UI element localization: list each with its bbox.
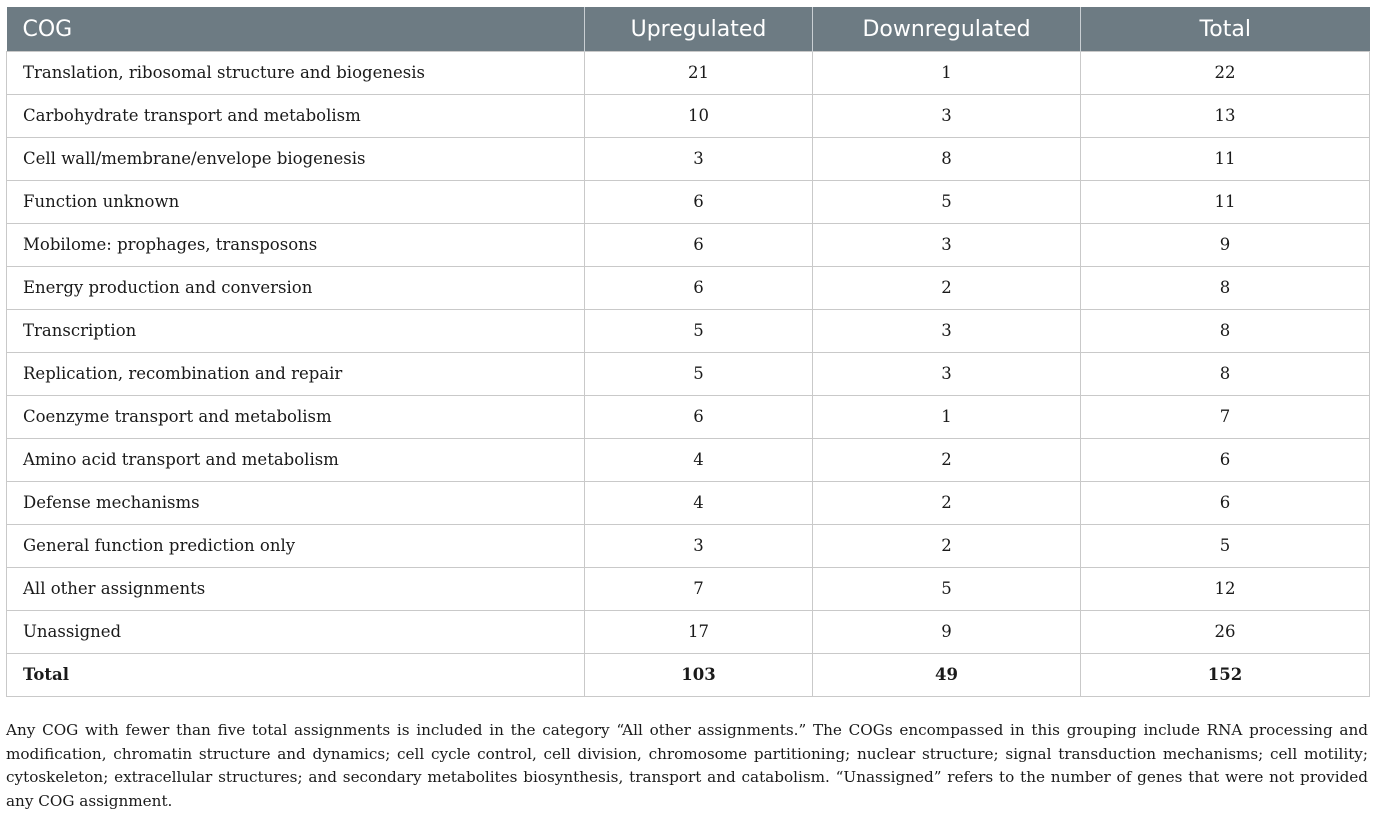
cell-upregulated: 5 bbox=[585, 310, 813, 353]
table-row bbox=[7, 396, 1370, 439]
header-cog: COG bbox=[7, 7, 585, 52]
total-upregulated: 103 bbox=[585, 654, 813, 697]
cell-total: 26 bbox=[1081, 611, 1370, 654]
cell-total: 11 bbox=[1081, 138, 1370, 181]
cell-total: 8 bbox=[1081, 353, 1370, 396]
total-downregulated: 49 bbox=[813, 654, 1081, 697]
cell-downregulated: 3 bbox=[813, 353, 1081, 396]
cell-downregulated: 3 bbox=[813, 310, 1081, 353]
cell-total: 6 bbox=[1081, 482, 1370, 525]
table-body bbox=[7, 52, 1370, 697]
cell-upregulated: 5 bbox=[585, 353, 813, 396]
cell-total: 9 bbox=[1081, 224, 1370, 267]
cell-cog: All other assignments bbox=[7, 568, 585, 611]
cell-downregulated: 3 bbox=[813, 224, 1081, 267]
cell-upregulated: 21 bbox=[585, 52, 813, 95]
cell-upregulated: 17 bbox=[585, 611, 813, 654]
table-row bbox=[7, 439, 1370, 482]
cell-cog: Carbohydrate transport and metabolism bbox=[7, 95, 585, 138]
table-row bbox=[7, 181, 1370, 224]
cell-downregulated: 1 bbox=[813, 396, 1081, 439]
cell-downregulated: 5 bbox=[813, 568, 1081, 611]
header-downregulated: Downregulated bbox=[813, 7, 1081, 52]
cell-cog: Cell wall/membrane/envelope biogenesis bbox=[7, 138, 585, 181]
table-row bbox=[7, 525, 1370, 568]
total-label: Total bbox=[7, 654, 585, 697]
cell-cog: Transcription bbox=[7, 310, 585, 353]
cell-downregulated: 2 bbox=[813, 525, 1081, 568]
table-row bbox=[7, 52, 1370, 95]
cell-upregulated: 4 bbox=[585, 482, 813, 525]
table-row bbox=[7, 138, 1370, 181]
cell-cog: Amino acid transport and metabolism bbox=[7, 439, 585, 482]
cell-upregulated: 6 bbox=[585, 396, 813, 439]
cell-upregulated: 3 bbox=[585, 525, 813, 568]
header-upregulated: Upregulated bbox=[585, 7, 813, 52]
cell-upregulated: 7 bbox=[585, 568, 813, 611]
cog-table bbox=[6, 7, 1370, 697]
cell-downregulated: 9 bbox=[813, 611, 1081, 654]
cog-table-container bbox=[6, 7, 1369, 697]
cell-cog: Replication, recombination and repair bbox=[7, 353, 585, 396]
cell-cog: General function prediction only bbox=[7, 525, 585, 568]
cell-downregulated: 2 bbox=[813, 482, 1081, 525]
cell-total: 11 bbox=[1081, 181, 1370, 224]
table-row bbox=[7, 568, 1370, 611]
table-row bbox=[7, 224, 1370, 267]
table-row bbox=[7, 267, 1370, 310]
cell-total: 13 bbox=[1081, 95, 1370, 138]
cell-cog: Defense mechanisms bbox=[7, 482, 585, 525]
table-row bbox=[7, 310, 1370, 353]
table-row bbox=[7, 611, 1370, 654]
total-total: 152 bbox=[1081, 654, 1370, 697]
cell-downregulated: 2 bbox=[813, 439, 1081, 482]
cell-upregulated: 3 bbox=[585, 138, 813, 181]
cell-cog: Translation, ribosomal structure and biogenesis bbox=[7, 52, 585, 95]
cell-cog: Mobilome: prophages, transposons bbox=[7, 224, 585, 267]
header-row bbox=[7, 7, 1370, 52]
table-row bbox=[7, 353, 1370, 396]
cell-total: 8 bbox=[1081, 310, 1370, 353]
cell-upregulated: 6 bbox=[585, 224, 813, 267]
cell-downregulated: 8 bbox=[813, 138, 1081, 181]
cell-upregulated: 4 bbox=[585, 439, 813, 482]
cell-cog: Function unknown bbox=[7, 181, 585, 224]
cell-upregulated: 10 bbox=[585, 95, 813, 138]
cell-downregulated: 2 bbox=[813, 267, 1081, 310]
cell-total: 12 bbox=[1081, 568, 1370, 611]
cell-cog: Coenzyme transport and metabolism bbox=[7, 396, 585, 439]
cell-upregulated: 6 bbox=[585, 181, 813, 224]
header-total: Total bbox=[1081, 7, 1370, 52]
cell-total: 6 bbox=[1081, 439, 1370, 482]
table-footnote: Any COG with fewer than five total assignments is included in the category “All other assignments.” The COGs encompassed in this grouping include RNA processing and modification, chromatin structure and dynamics; cell cycle control, cell division, chromosome partitioning; nuclear structure; signal transduction mechanisms; cell motility; cytoskeleton; extracellular structures; and secondary metabolites biosynthesis, transport and catabolism. “Unassigned” refers to the number of genes that were not provided any COG assignment. bbox=[6, 721, 1368, 810]
cell-total: 5 bbox=[1081, 525, 1370, 568]
cell-downregulated: 1 bbox=[813, 52, 1081, 95]
cell-total: 7 bbox=[1081, 396, 1370, 439]
cell-total: 8 bbox=[1081, 267, 1370, 310]
cell-upregulated: 6 bbox=[585, 267, 813, 310]
cell-cog: Energy production and conversion bbox=[7, 267, 585, 310]
table-row bbox=[7, 482, 1370, 525]
table-row bbox=[7, 95, 1370, 138]
cell-cog: Unassigned bbox=[7, 611, 585, 654]
cell-total: 22 bbox=[1081, 52, 1370, 95]
cell-downregulated: 5 bbox=[813, 181, 1081, 224]
table-header bbox=[7, 7, 1370, 52]
total-row bbox=[7, 654, 1370, 697]
cell-downregulated: 3 bbox=[813, 95, 1081, 138]
